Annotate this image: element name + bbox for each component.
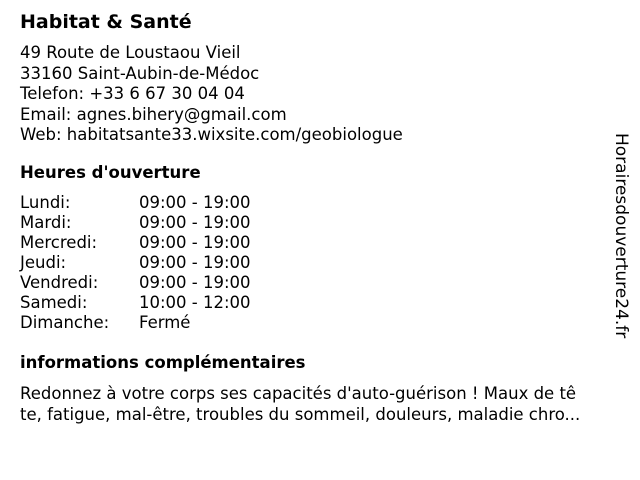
address-city: 33160 Saint-Aubin-de-Médoc: [20, 63, 260, 83]
day-label: Mardi:: [20, 213, 72, 232]
day-label: Dimanche:: [20, 313, 110, 332]
description-line: Redonnez à votre corps ses capacités d'auto-guérison ! Maux de tê: [20, 384, 577, 403]
day-time: 09:00 - 19:00: [139, 193, 251, 212]
day-time: 09:00 - 19:00: [139, 273, 251, 292]
day-time: 09:00 - 19:00: [139, 253, 251, 272]
day-time: 10:00 - 12:00: [139, 293, 251, 312]
day-time: Fermé: [139, 313, 191, 332]
business-name: Habitat & Santé: [20, 11, 192, 33]
web-line: Web: habitatsante33.wixsite.com/geobiologue: [20, 125, 403, 144]
day-label: Mercredi:: [20, 233, 98, 252]
day-label: Samedi:: [20, 293, 88, 312]
address-street: 49 Route de Loustaou Vieil: [20, 43, 241, 62]
day-label: Jeudi:: [20, 253, 67, 272]
phone-line: Telefon: +33 6 67 30 04 04: [20, 84, 245, 103]
day-label: Lundi:: [20, 193, 71, 212]
email-line: Email: agnes.bihery@gmail.com: [20, 104, 287, 124]
day-time: 09:00 - 19:00: [139, 233, 251, 252]
contact-block: [20, 43, 403, 146]
day-time: 09:00 - 19:00: [139, 213, 251, 232]
site-watermark: Horairesdouverture24.fr: [611, 133, 631, 339]
day-label: Vendredi:: [20, 273, 99, 292]
info-heading: informations complémentaires: [20, 353, 306, 372]
description-line: te, fatigue, mal-être, troubles du sommeil, douleurs, maladie chro...: [20, 405, 581, 424]
info-description: [20, 383, 620, 425]
hours-heading: Heures d'ouverture: [20, 163, 201, 182]
